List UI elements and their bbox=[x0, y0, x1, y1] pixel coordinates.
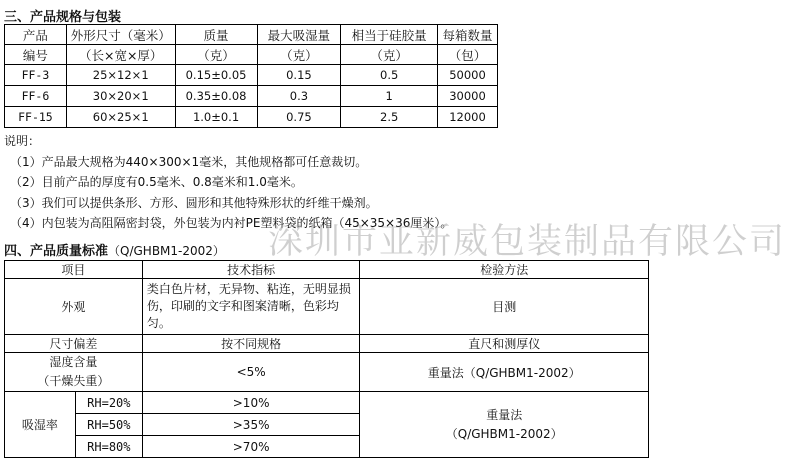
table-row bbox=[5, 65, 498, 86]
spec-header-cell: 外形尺寸（毫米） bbox=[66, 25, 175, 45]
moisture-spec: <5% bbox=[142, 353, 360, 392]
notes-label: 说明： bbox=[4, 134, 41, 148]
table-cell: 12000 bbox=[438, 107, 498, 128]
appearance-spec: 类白色片材，无异物、粘连，无明显损伤，印刷的文字和图案清晰，色彩均匀。 bbox=[142, 279, 360, 335]
absorption-method bbox=[360, 392, 649, 458]
table-row bbox=[5, 392, 649, 414]
table-cell: 0.3 bbox=[257, 86, 341, 107]
note-item: （2）目前产品的厚度有0.5毫米、0.8毫米和1.0毫米。 bbox=[10, 175, 303, 189]
table-row bbox=[5, 107, 498, 128]
table-row bbox=[5, 353, 649, 392]
note-item: （1）产品最大规格为440×300×1毫米，其他规格都可任意裁切。 bbox=[10, 154, 368, 169]
table-cell: 2.5 bbox=[341, 107, 438, 128]
section4-standard: （Q/GHBM1-2002） bbox=[108, 244, 225, 258]
spec-header-cell: （包） bbox=[438, 45, 498, 65]
spec-header-cell: 最大吸湿量 bbox=[257, 25, 341, 45]
rh-condition: RH=80% bbox=[75, 436, 142, 458]
size-item: 尺寸偏差 bbox=[5, 335, 143, 353]
table-row bbox=[5, 335, 649, 353]
rh-value: >35% bbox=[142, 414, 360, 436]
table-cell: 30000 bbox=[438, 86, 498, 107]
spec-header-row-1 bbox=[5, 25, 498, 45]
quality-header-cell: 项目 bbox=[5, 261, 143, 279]
spec-header-cell: （克） bbox=[257, 45, 341, 65]
spec-header-cell: 编号 bbox=[5, 45, 67, 65]
product-code: FF-15 bbox=[5, 107, 67, 128]
table-cell: 1 bbox=[341, 86, 438, 107]
quality-header-row bbox=[5, 261, 649, 279]
note-item: （3）我们可以提供条形、方形、圆形和其他特殊形状的纤维干燥剂。 bbox=[10, 195, 378, 210]
appearance-method: 目测 bbox=[360, 279, 649, 335]
quality-header-cell: 技术指标 bbox=[142, 261, 360, 279]
table-cell: 0.35±0.08 bbox=[175, 86, 257, 107]
company-watermark: 深圳市亚新威包装制品有限公司 bbox=[268, 222, 786, 262]
spec-header-cell: 质量 bbox=[175, 25, 257, 45]
moisture-method: 重量法（Q/GHBM1-2002） bbox=[360, 353, 649, 392]
moisture-item-line2: （干燥失重） bbox=[37, 374, 110, 388]
table-row bbox=[5, 279, 649, 335]
spec-header-row-2 bbox=[5, 45, 498, 65]
notes bbox=[4, 131, 452, 234]
spec-header-cell: （克） bbox=[341, 45, 438, 65]
rh-value: >70% bbox=[142, 436, 360, 458]
table-cell: 50000 bbox=[438, 65, 498, 86]
table-cell: 1.0±0.1 bbox=[175, 107, 257, 128]
table-cell: 0.15±0.05 bbox=[175, 65, 257, 86]
table-cell: 25×12×1 bbox=[66, 65, 175, 86]
product-code: FF-6 bbox=[5, 86, 67, 107]
rh-condition: RH=20% bbox=[75, 392, 142, 414]
section4-heading bbox=[4, 240, 225, 259]
table-cell: 0.75 bbox=[257, 107, 341, 128]
size-method: 直尺和测厚仪 bbox=[360, 335, 649, 353]
spec-table bbox=[4, 24, 498, 128]
absorption-item: 吸湿率 bbox=[5, 392, 76, 458]
moisture-item bbox=[5, 353, 143, 392]
quality-table bbox=[4, 260, 649, 458]
table-row bbox=[5, 86, 498, 107]
quality-header-cell: 检验方法 bbox=[360, 261, 649, 279]
section4-title: 四、产品质量标准 bbox=[4, 244, 109, 259]
moisture-item-line1: 湿度含量 bbox=[49, 355, 98, 369]
table-cell: 60×25×1 bbox=[66, 107, 175, 128]
table-cell: 30×20×1 bbox=[66, 86, 175, 107]
absorption-method-line1: 重量法 bbox=[486, 407, 523, 422]
appearance-item: 外观 bbox=[5, 279, 143, 335]
spec-header-cell: 每箱数量 bbox=[438, 25, 498, 45]
size-spec: 按不同规格 bbox=[142, 335, 360, 353]
table-cell: 0.5 bbox=[341, 65, 438, 86]
product-code: FF-3 bbox=[5, 65, 67, 86]
spec-header-cell: 产品 bbox=[5, 25, 67, 45]
absorption-method-line2: （Q/GHBM1-2002） bbox=[445, 426, 563, 441]
note-item: （4）内包装为高阻隔密封袋，外包装为内衬PE塑料袋的纸箱（45×35×36厘米）。 bbox=[10, 216, 453, 230]
rh-condition: RH=50% bbox=[75, 414, 142, 436]
spec-header-cell: （克） bbox=[175, 45, 257, 65]
rh-value: >10% bbox=[142, 392, 360, 414]
spec-header-cell: 相当于硅胶量 bbox=[341, 25, 438, 45]
spec-header-cell: （长×宽×厚） bbox=[66, 45, 175, 65]
section3-title: 三、产品规格与包装 bbox=[4, 10, 122, 25]
table-cell: 0.15 bbox=[257, 65, 341, 86]
